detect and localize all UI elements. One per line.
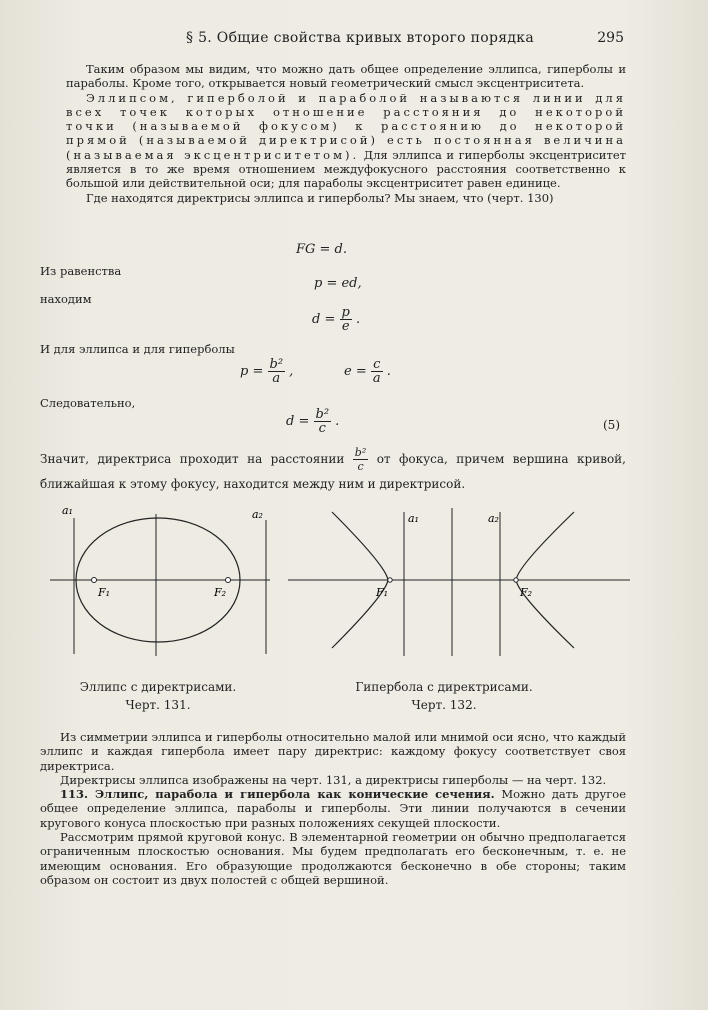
fraction-den: c [357,460,364,473]
label-f2: F₂ [520,586,533,599]
fraction-b2-over-c [314,408,332,435]
section-113-title: 113. Эллипс, парабола и гипербола как конические сечения. [60,787,495,802]
label-a1: a₁ [62,506,73,517]
focus-f1-point [388,578,392,582]
fraction-num: p [341,305,350,320]
focus-f2-point [514,578,518,582]
formula-p-ed: p = ed, [314,276,362,291]
paragraph-6: Директрисы эллипса изображены на черт. 131, а директрисы гиперболы — на черт. 132. [60,772,607,787]
equation-number: (5) [603,418,620,432]
focus-f2-point [226,578,231,583]
paragraph-2 [66,91,626,191]
section-113-text: Можно дать другое общее определение эллипса, параболы и гиперболы. Эти линии получаются в сечении кругового конуса плоскостью при разных положениях секущей плоскости. [40,787,627,830]
figure-132-caption: Гипербола с директрисами. [355,680,533,694]
formula-d-lhs: d = [312,312,336,327]
label-f1: F₁ [376,586,389,599]
formula-p-b2-a: p = $\frac{\text{b²}}{a}$ , [240,357,294,386]
hyperbola-figure [284,506,636,666]
figure-131-caption: Эллипс с директрисами. [79,680,237,694]
paragraph-1: Таким образом мы видим, что можно дать общее определение эллипса, гиперболы и параболы. Кроме того, открывается новый геометрический смысл эксцентриситета. [66,62,626,91]
fraction-b2-over-c-inline [353,446,368,473]
label-a2: a₂ [252,508,263,521]
formula-d2-lhs: d = [286,414,310,429]
definition-rest: Для эллипса и гиперболы эксцентриситет является в то же время отношением междуфокусного расстояния соответственно к большой или действительной оси; для параболы эксцентриситет равен единице. [66,147,626,191]
paragraph-3: Где находятся директрисы эллипса и гиперболы? Мы знаем, что (черт. 130) [86,190,554,205]
paragraph-7 [40,787,626,830]
figure-131-number: Черт. 131. [125,698,191,712]
formula-e-c-a: e = $\frac{c}{a}$ . [344,357,391,386]
formula-fg: FG = d. [296,242,348,257]
figure-132-number: Черт. 132. [411,698,477,712]
definition-spaced: Эллипсом, гиперболой и параболой называются линии для всех точек которых отношение расстояния до некоторой точки (называемой фокусом) к расстоянию до некоторой прямой (называемой директрисой) есть постоянная величина (называемая эксцентриситетом). [66,90,626,162]
ellipse-figure [40,506,276,666]
paragraph-4-end: от фокуса, причем вершина кривой, ближайшая к этому фокусу, находится между ним и директрисой. [40,452,626,491]
formula-p-lhs: p = [240,364,264,379]
focus-f1-point [92,578,97,583]
closing-text [40,730,626,887]
fraction-num: c [371,358,383,372]
fraction-p-over-e [340,306,352,333]
fraction-c-over-a [371,358,383,385]
fraction-num: b² [269,357,284,372]
formula-d-p-e: d = $\frac{p}{e}$ . [312,305,361,334]
from-equality-label: Из равенства [40,264,122,278]
paragraph-5: Из симметрии эллипса и гиперболы относительно малой или мнимой оси ясно, что каждый эллипс и каждая гипербола имеет пару директрис: каждому фокусу соответствует своя директриса. [40,730,626,773]
fraction-b2-over-a [268,358,286,385]
paragraph-8: Рассмотрим прямой круговой конус. В элементарной геометрии он обычно предполагается ограниченным плоскостью основания. Мы будем предполагать его бесконечным, т. е. не имеющим основания. Его образующие продолжаются бесконечно в обе стороны; таким образом он состоит из двух полостей с общей вершиной. [40,830,626,887]
fraction-num: b² [354,446,367,459]
fraction-den: e [341,319,350,334]
paragraph-4 [40,446,626,495]
formula-d-b2-c: d = $\frac{\text{b²}}{c}$ . [286,407,340,436]
running-title: § 5. Общие свойства кривых второго порядка [186,30,534,46]
label-a1: a₁ [408,512,419,525]
fraction-den: a [372,371,381,386]
label-f1: F₁ [98,586,111,599]
page-number: 295 [597,30,624,46]
fraction-num: b² [315,407,330,422]
we-find-label: находим [40,292,92,306]
fraction-den: a [272,371,281,386]
both-curves-label: И для эллипса и для гиперболы [40,342,235,356]
consequently-label: Следовательно, [40,396,136,410]
label-f2: F₂ [214,586,227,599]
formula-e-lhs: e = [344,364,367,379]
fraction-den: c [318,421,326,436]
paragraph-4-start: Значит, директриса проходит на расстоянии [40,452,345,466]
label-a2: a₂ [488,512,499,525]
intro-text [66,62,626,205]
